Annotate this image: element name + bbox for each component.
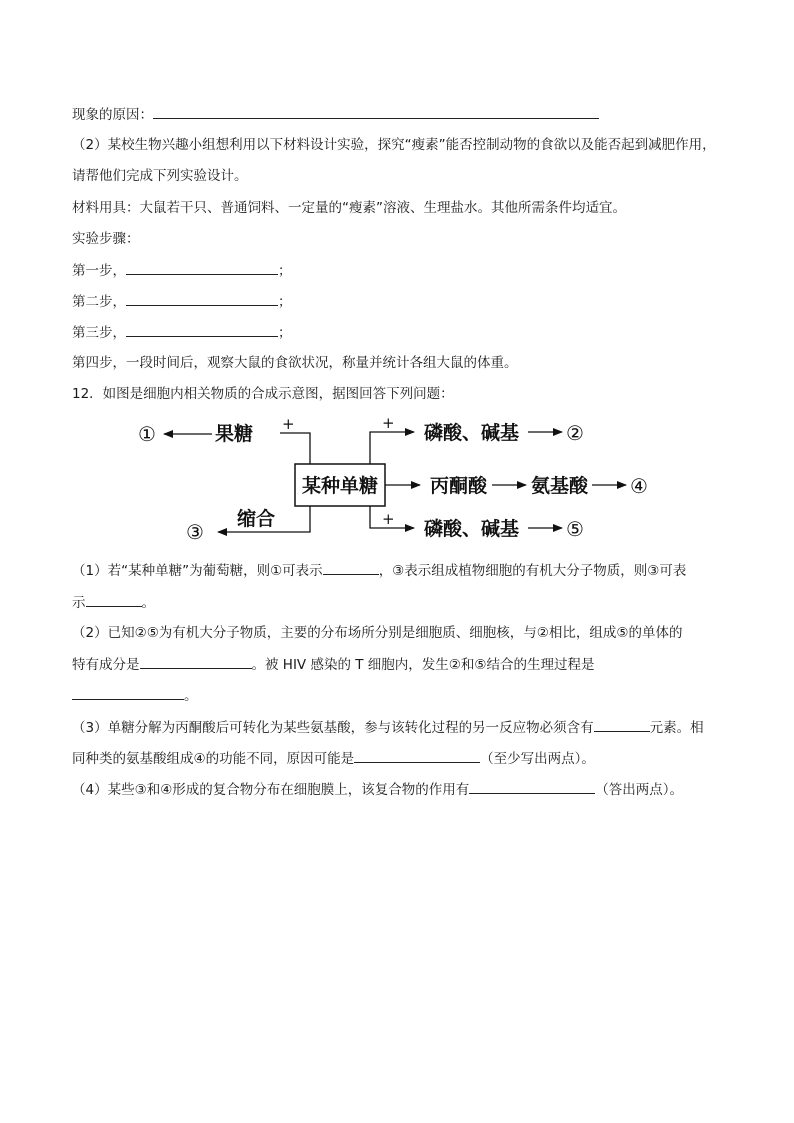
answer-blank[interactable] — [354, 748, 480, 763]
p3-text-a: （3）单糖分解为丙酮酸后可转化为某些氨基酸，参与该转化过程的另一反应物必须含有 — [72, 720, 594, 736]
diagram-svg — [130, 412, 670, 552]
p2-line2 — [72, 654, 594, 675]
p3-line1 — [72, 717, 704, 738]
step2-line — [72, 291, 292, 312]
circle-4: ④ — [630, 474, 648, 498]
condensation-label: 缩合 — [237, 508, 276, 530]
p2-text-b: 特有成分是 — [72, 657, 140, 673]
circle-5: ⑤ — [566, 517, 584, 541]
fructose-label: 果糖 — [215, 423, 254, 445]
p2-line1: （2）已知②⑤为有机大分子物质，主要的分布场所分别是细胞质、细胞核，与②相比，组成⑤的单体的 — [72, 625, 683, 641]
circle-3: ③ — [186, 520, 204, 544]
synthesis-diagram — [130, 412, 670, 552]
step-end: ； — [278, 325, 292, 341]
p1-text-d: 。 — [141, 595, 155, 611]
p3-text-c: 同种类的氨基酸组成④的功能不同，原因可能是 — [72, 751, 355, 767]
p4-text-b: （答出两点）。 — [595, 782, 684, 798]
step1-label: 第一步， — [72, 263, 126, 279]
p2-text-c: 。被 HIV 感染的 T 细胞内，发生②和⑤结合的生理过程是 — [251, 657, 595, 673]
answer-blank[interactable] — [153, 104, 599, 119]
answer-blank[interactable] — [323, 560, 379, 575]
step-end: ； — [278, 263, 292, 279]
p3-text-b: 元素。相 — [649, 720, 704, 736]
arrow — [370, 432, 414, 464]
step3-label: 第三步， — [72, 325, 126, 341]
reason-line — [72, 104, 599, 125]
answer-blank[interactable] — [594, 717, 650, 732]
part2-line2: 请帮他们完成下列实验设计。 — [72, 168, 248, 184]
center-label: 某种单糖 — [301, 475, 379, 497]
pyruvate-label: 丙酮酸 — [430, 475, 488, 497]
step1-line — [72, 260, 292, 281]
p1-line1 — [72, 560, 686, 581]
p3-line2 — [72, 748, 595, 769]
materials-line: 材料用具：大鼠若干只、普通饲料、一定量的“瘦素”溶液、生理盐水。其他所需条件均适宜。 — [72, 200, 626, 216]
reason-label: 现象的原因： — [72, 107, 153, 123]
answer-blank[interactable] — [140, 654, 252, 669]
circle-2: ② — [566, 421, 584, 445]
p4-line — [72, 779, 683, 800]
plus-sign: + — [382, 414, 395, 432]
answer-blank[interactable] — [126, 322, 278, 337]
p1-text-b: ，③表示组成植物细胞的有机大分子物质，则③可表 — [378, 563, 687, 579]
answer-blank[interactable] — [126, 291, 278, 306]
p1-text-a: （1）若“某种单糖”为葡萄糖，则①可表示 — [72, 563, 323, 579]
q12-stem: 12．如图是细胞内相关物质的合成示意图，据图回答下列问题： — [72, 386, 454, 402]
plus-sign: + — [382, 510, 395, 528]
p4-text-a: （4）某些③和④形成的复合物分布在细胞膜上，该复合物的作用有 — [72, 782, 470, 798]
p3-text-d: （至少写出两点）。 — [480, 751, 595, 767]
p1-text-c: 示 — [72, 595, 86, 611]
part2-line1: （2）某校生物兴趣小组想利用以下材料设计实验，探究“瘦素”能否控制动物的食欲以及能否起到减肥作用， — [72, 137, 716, 153]
answer-blank[interactable] — [86, 592, 142, 607]
step3-line — [72, 322, 292, 343]
plus-sign: + — [282, 415, 295, 433]
p1-line2 — [72, 592, 155, 613]
answer-blank[interactable] — [126, 260, 278, 275]
p2-text-d: 。 — [184, 688, 198, 704]
answer-blank[interactable] — [72, 685, 184, 700]
step-end: ； — [278, 294, 292, 310]
circle-1: ① — [138, 422, 156, 446]
phos-base-label-top: 磷酸、碱基 — [424, 422, 520, 444]
amino-acid-label: 氨基酸 — [531, 475, 589, 497]
phos-base-label-bottom: 磷酸、碱基 — [424, 518, 520, 540]
step4-line: 第四步，一段时间后，观察大鼠的食欲状况，称量并统计各组大鼠的体重。 — [72, 355, 518, 371]
connector-line — [280, 433, 310, 464]
step2-label: 第二步， — [72, 294, 126, 310]
steps-title: 实验步骤： — [72, 231, 140, 247]
p2-line3 — [72, 685, 198, 706]
answer-blank[interactable] — [469, 779, 595, 794]
